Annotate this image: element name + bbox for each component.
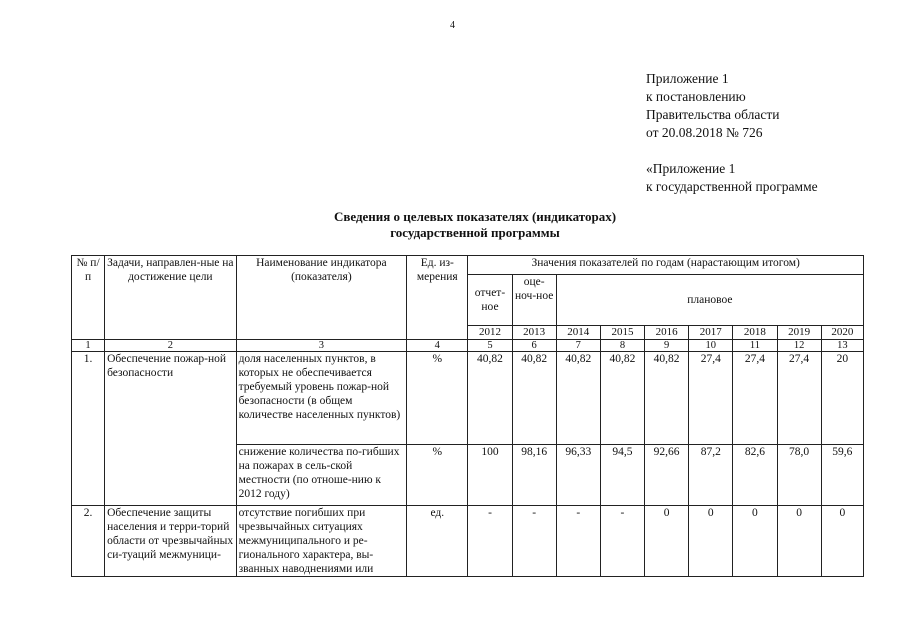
year-cell: 2020 [821,326,863,340]
value-cell: 94,5 [600,445,644,506]
year-cell: 2016 [645,326,689,340]
year-cell: 2015 [600,326,644,340]
title-line: государственной программы [390,225,560,240]
col-number: 3 [236,340,407,352]
value-cell: 0 [689,506,733,577]
value-cell: 40,82 [468,352,512,445]
value-cell: 40,82 [645,352,689,445]
header-unit: Ед. из-мерения [407,256,468,340]
value-cell: 92,66 [645,445,689,506]
value-cell: - [468,506,512,577]
row-number: 2. [72,506,105,577]
indicators-table [71,255,864,577]
value-cell: 20 [821,352,863,445]
appendix-line: Приложение 1 [646,71,729,86]
row-number: 1. [72,352,105,506]
header-reported: отчет-ное [468,275,512,326]
year-cell: 2012 [468,326,512,340]
table-row [72,506,864,577]
col-number: 12 [777,340,821,352]
value-cell: 100 [468,445,512,506]
task-cell: Обеспечение защиты населения и терри-торий области от чрезвычайных си-туаций межмуници- [105,506,236,577]
value-cell: 27,4 [777,352,821,445]
col-number: 2 [105,340,236,352]
col-number: 8 [600,340,644,352]
appendix-block-2 [646,160,818,196]
header-values: Значения показателей по годам (нарастающим итогом) [468,256,864,275]
unit-cell: % [407,352,468,445]
col-number: 4 [407,340,468,352]
year-cell: 2014 [556,326,600,340]
value-cell: 40,82 [512,352,556,445]
value-cell: - [600,506,644,577]
col-number: 1 [72,340,105,352]
value-cell: - [556,506,600,577]
value-cell: 0 [777,506,821,577]
unit-cell: % [407,445,468,506]
appendix-line: к государственной программе [646,179,818,194]
indicator-cell: доля населенных пунктов, в которых не обеспечивается требуемый уровень пожар-ной безопасности (в общем количестве населенных пунктов) [236,352,407,445]
value-cell: 82,6 [733,445,777,506]
col-number: 13 [821,340,863,352]
unit-cell: ед. [407,506,468,577]
col-number: 10 [689,340,733,352]
task-cell: Обеспечение пожар-ной безопасности [105,352,236,506]
header-planned: плановое [556,275,863,326]
appendix-line: Правительства области [646,107,780,122]
value-cell: 0 [733,506,777,577]
appendix-line: «Приложение 1 [646,161,736,176]
col-number: 11 [733,340,777,352]
title-line: Сведения о целевых показателях (индикаторах) [333,209,617,224]
value-cell: 40,82 [556,352,600,445]
indicator-cell: снижение количества по-гибших на пожарах в сель-ской местности (по отноше-нию к 2012 году) [236,445,407,506]
year-cell: 2017 [689,326,733,340]
value-cell: 96,33 [556,445,600,506]
value-cell: 87,2 [689,445,733,506]
header-tasks: Задачи, направлен-ные на достижение цели [105,256,236,340]
value-cell: 27,4 [733,352,777,445]
value-cell: 98,16 [512,445,556,506]
col-number: 9 [645,340,689,352]
appendix-block [646,70,779,142]
value-cell: 0 [645,506,689,577]
document-title [240,209,710,241]
year-cell: 2018 [733,326,777,340]
value-cell: 27,4 [689,352,733,445]
indicator-cell: отсутствие погибших при чрезвычайных ситуациях межмуниципального и ре-гионального характера, вы-званных наводнениями или [236,506,407,577]
col-number: 5 [468,340,512,352]
header-estimated: оце-ноч-ное [512,275,556,326]
year-cell: 2019 [777,326,821,340]
year-cell: 2013 [512,326,556,340]
header-indicator: Наименование индикатора (показателя) [236,256,407,340]
col-number: 6 [512,340,556,352]
appendix-line: к постановлению [646,89,746,104]
header-num: № п/п [72,256,105,340]
page-number: 4 [450,20,455,31]
value-cell: 0 [821,506,863,577]
table-row [72,352,864,445]
col-number: 7 [556,340,600,352]
value-cell: - [512,506,556,577]
value-cell: 78,0 [777,445,821,506]
value-cell: 40,82 [600,352,644,445]
value-cell: 59,6 [821,445,863,506]
appendix-line: от 20.08.2018 № 726 [646,125,763,140]
